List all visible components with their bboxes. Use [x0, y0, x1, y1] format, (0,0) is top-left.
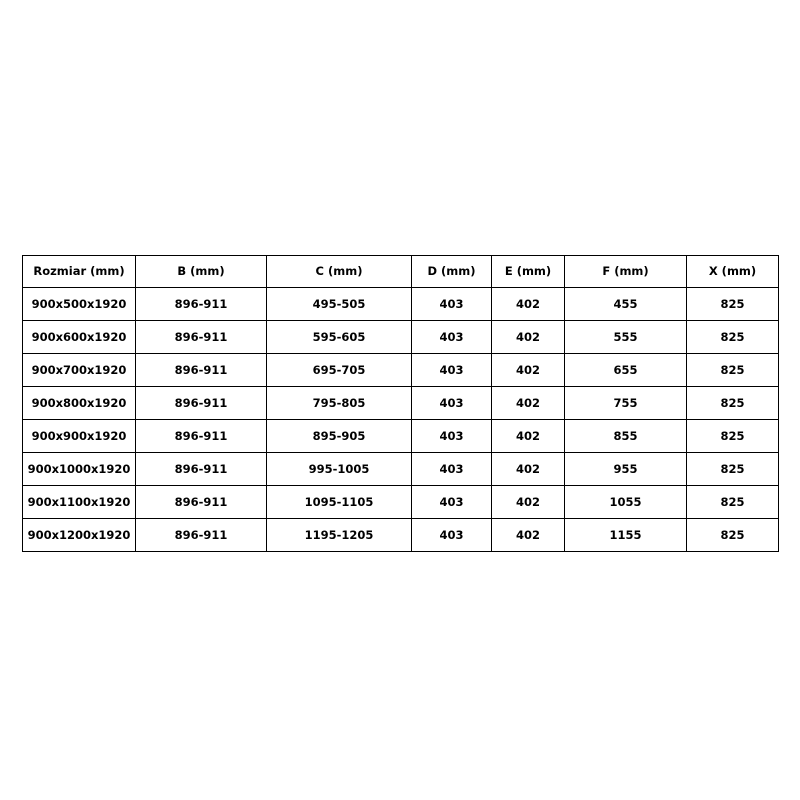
table-body [23, 288, 779, 552]
cell-c: 495-505 [267, 288, 412, 321]
cell-c: 595-605 [267, 321, 412, 354]
table-row [23, 486, 779, 519]
cell-b: 896-911 [136, 354, 267, 387]
cell-e: 402 [492, 519, 565, 552]
cell-e: 402 [492, 453, 565, 486]
cell-c: 895-905 [267, 420, 412, 453]
column-header-f: F (mm) [565, 256, 687, 288]
cell-f: 755 [565, 387, 687, 420]
dimensions-table-container [22, 255, 778, 552]
cell-x: 825 [687, 288, 779, 321]
cell-e: 402 [492, 387, 565, 420]
cell-d: 403 [412, 519, 492, 552]
cell-rozmiar: 900x800x1920 [23, 387, 136, 420]
cell-rozmiar: 900x1200x1920 [23, 519, 136, 552]
cell-x: 825 [687, 453, 779, 486]
cell-rozmiar: 900x500x1920 [23, 288, 136, 321]
cell-b: 896-911 [136, 519, 267, 552]
cell-f: 1055 [565, 486, 687, 519]
table-row [23, 354, 779, 387]
cell-e: 402 [492, 288, 565, 321]
cell-d: 403 [412, 486, 492, 519]
column-header-d: D (mm) [412, 256, 492, 288]
cell-x: 825 [687, 486, 779, 519]
table-header-row [23, 256, 779, 288]
cell-c: 795-805 [267, 387, 412, 420]
table-row [23, 519, 779, 552]
cell-x: 825 [687, 354, 779, 387]
cell-d: 403 [412, 288, 492, 321]
cell-b: 896-911 [136, 387, 267, 420]
cell-b: 896-911 [136, 453, 267, 486]
cell-f: 955 [565, 453, 687, 486]
cell-f: 855 [565, 420, 687, 453]
cell-e: 402 [492, 486, 565, 519]
table-row [23, 453, 779, 486]
cell-b: 896-911 [136, 486, 267, 519]
cell-e: 402 [492, 321, 565, 354]
cell-c: 995-1005 [267, 453, 412, 486]
column-header-c: C (mm) [267, 256, 412, 288]
table-row [23, 420, 779, 453]
cell-f: 655 [565, 354, 687, 387]
cell-f: 1155 [565, 519, 687, 552]
cell-rozmiar: 900x700x1920 [23, 354, 136, 387]
cell-rozmiar: 900x1100x1920 [23, 486, 136, 519]
table-header [23, 256, 779, 288]
cell-x: 825 [687, 420, 779, 453]
cell-d: 403 [412, 387, 492, 420]
cell-c: 695-705 [267, 354, 412, 387]
cell-d: 403 [412, 420, 492, 453]
cell-rozmiar: 900x900x1920 [23, 420, 136, 453]
cell-rozmiar: 900x600x1920 [23, 321, 136, 354]
cell-d: 403 [412, 354, 492, 387]
cell-x: 825 [687, 519, 779, 552]
cell-x: 825 [687, 387, 779, 420]
cell-f: 555 [565, 321, 687, 354]
cell-c: 1095-1105 [267, 486, 412, 519]
column-header-x: X (mm) [687, 256, 779, 288]
cell-x: 825 [687, 321, 779, 354]
cell-e: 402 [492, 420, 565, 453]
column-header-b: B (mm) [136, 256, 267, 288]
cell-d: 403 [412, 453, 492, 486]
table-row [23, 387, 779, 420]
table-row [23, 288, 779, 321]
cell-d: 403 [412, 321, 492, 354]
cell-e: 402 [492, 354, 565, 387]
cell-f: 455 [565, 288, 687, 321]
column-header-rozmiar: Rozmiar (mm) [23, 256, 136, 288]
column-header-e: E (mm) [492, 256, 565, 288]
cell-b: 896-911 [136, 420, 267, 453]
cell-b: 896-911 [136, 321, 267, 354]
dimensions-table [22, 255, 779, 552]
cell-b: 896-911 [136, 288, 267, 321]
cell-rozmiar: 900x1000x1920 [23, 453, 136, 486]
table-row [23, 321, 779, 354]
cell-c: 1195-1205 [267, 519, 412, 552]
